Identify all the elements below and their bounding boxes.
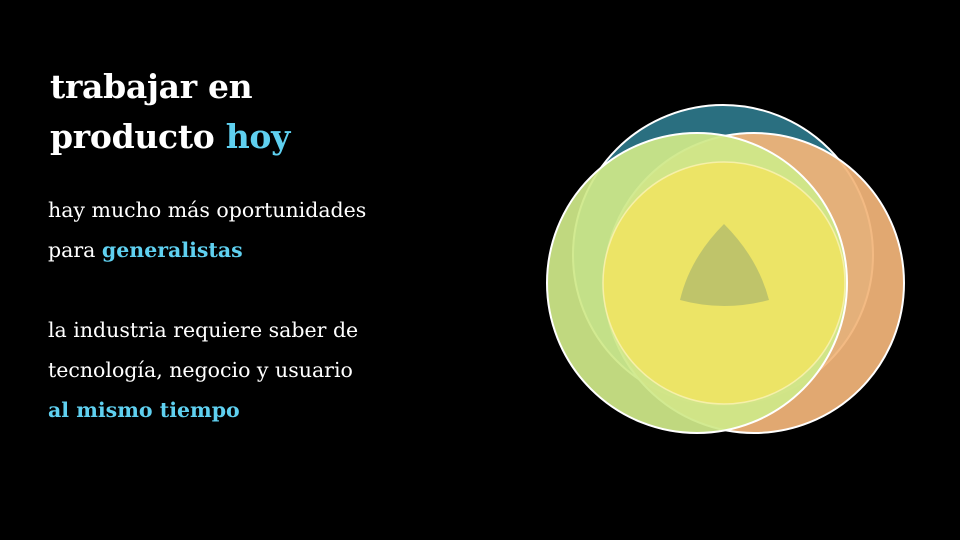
paragraph-generalists [48, 190, 366, 270]
paragraph1-line-2-accent: generalistas [101, 238, 243, 262]
title-line-2-accent: hoy [225, 117, 290, 156]
paragraph1-line-1: hay mucho más oportunidades [48, 198, 367, 222]
title-line-1: trabajar en [50, 67, 253, 106]
paragraph-industry [48, 310, 358, 430]
venn-diagram [530, 90, 920, 450]
slide-title [50, 62, 290, 162]
paragraph1-line-2-plain: para [48, 238, 96, 262]
paragraph2-line-3-accent: al mismo tiempo [48, 398, 240, 422]
paragraph2-line-2: tecnología, negocio y usuario [48, 358, 353, 382]
paragraph2-line-1: la industria requiere saber de [48, 318, 359, 342]
title-line-2-plain: producto [50, 117, 215, 156]
